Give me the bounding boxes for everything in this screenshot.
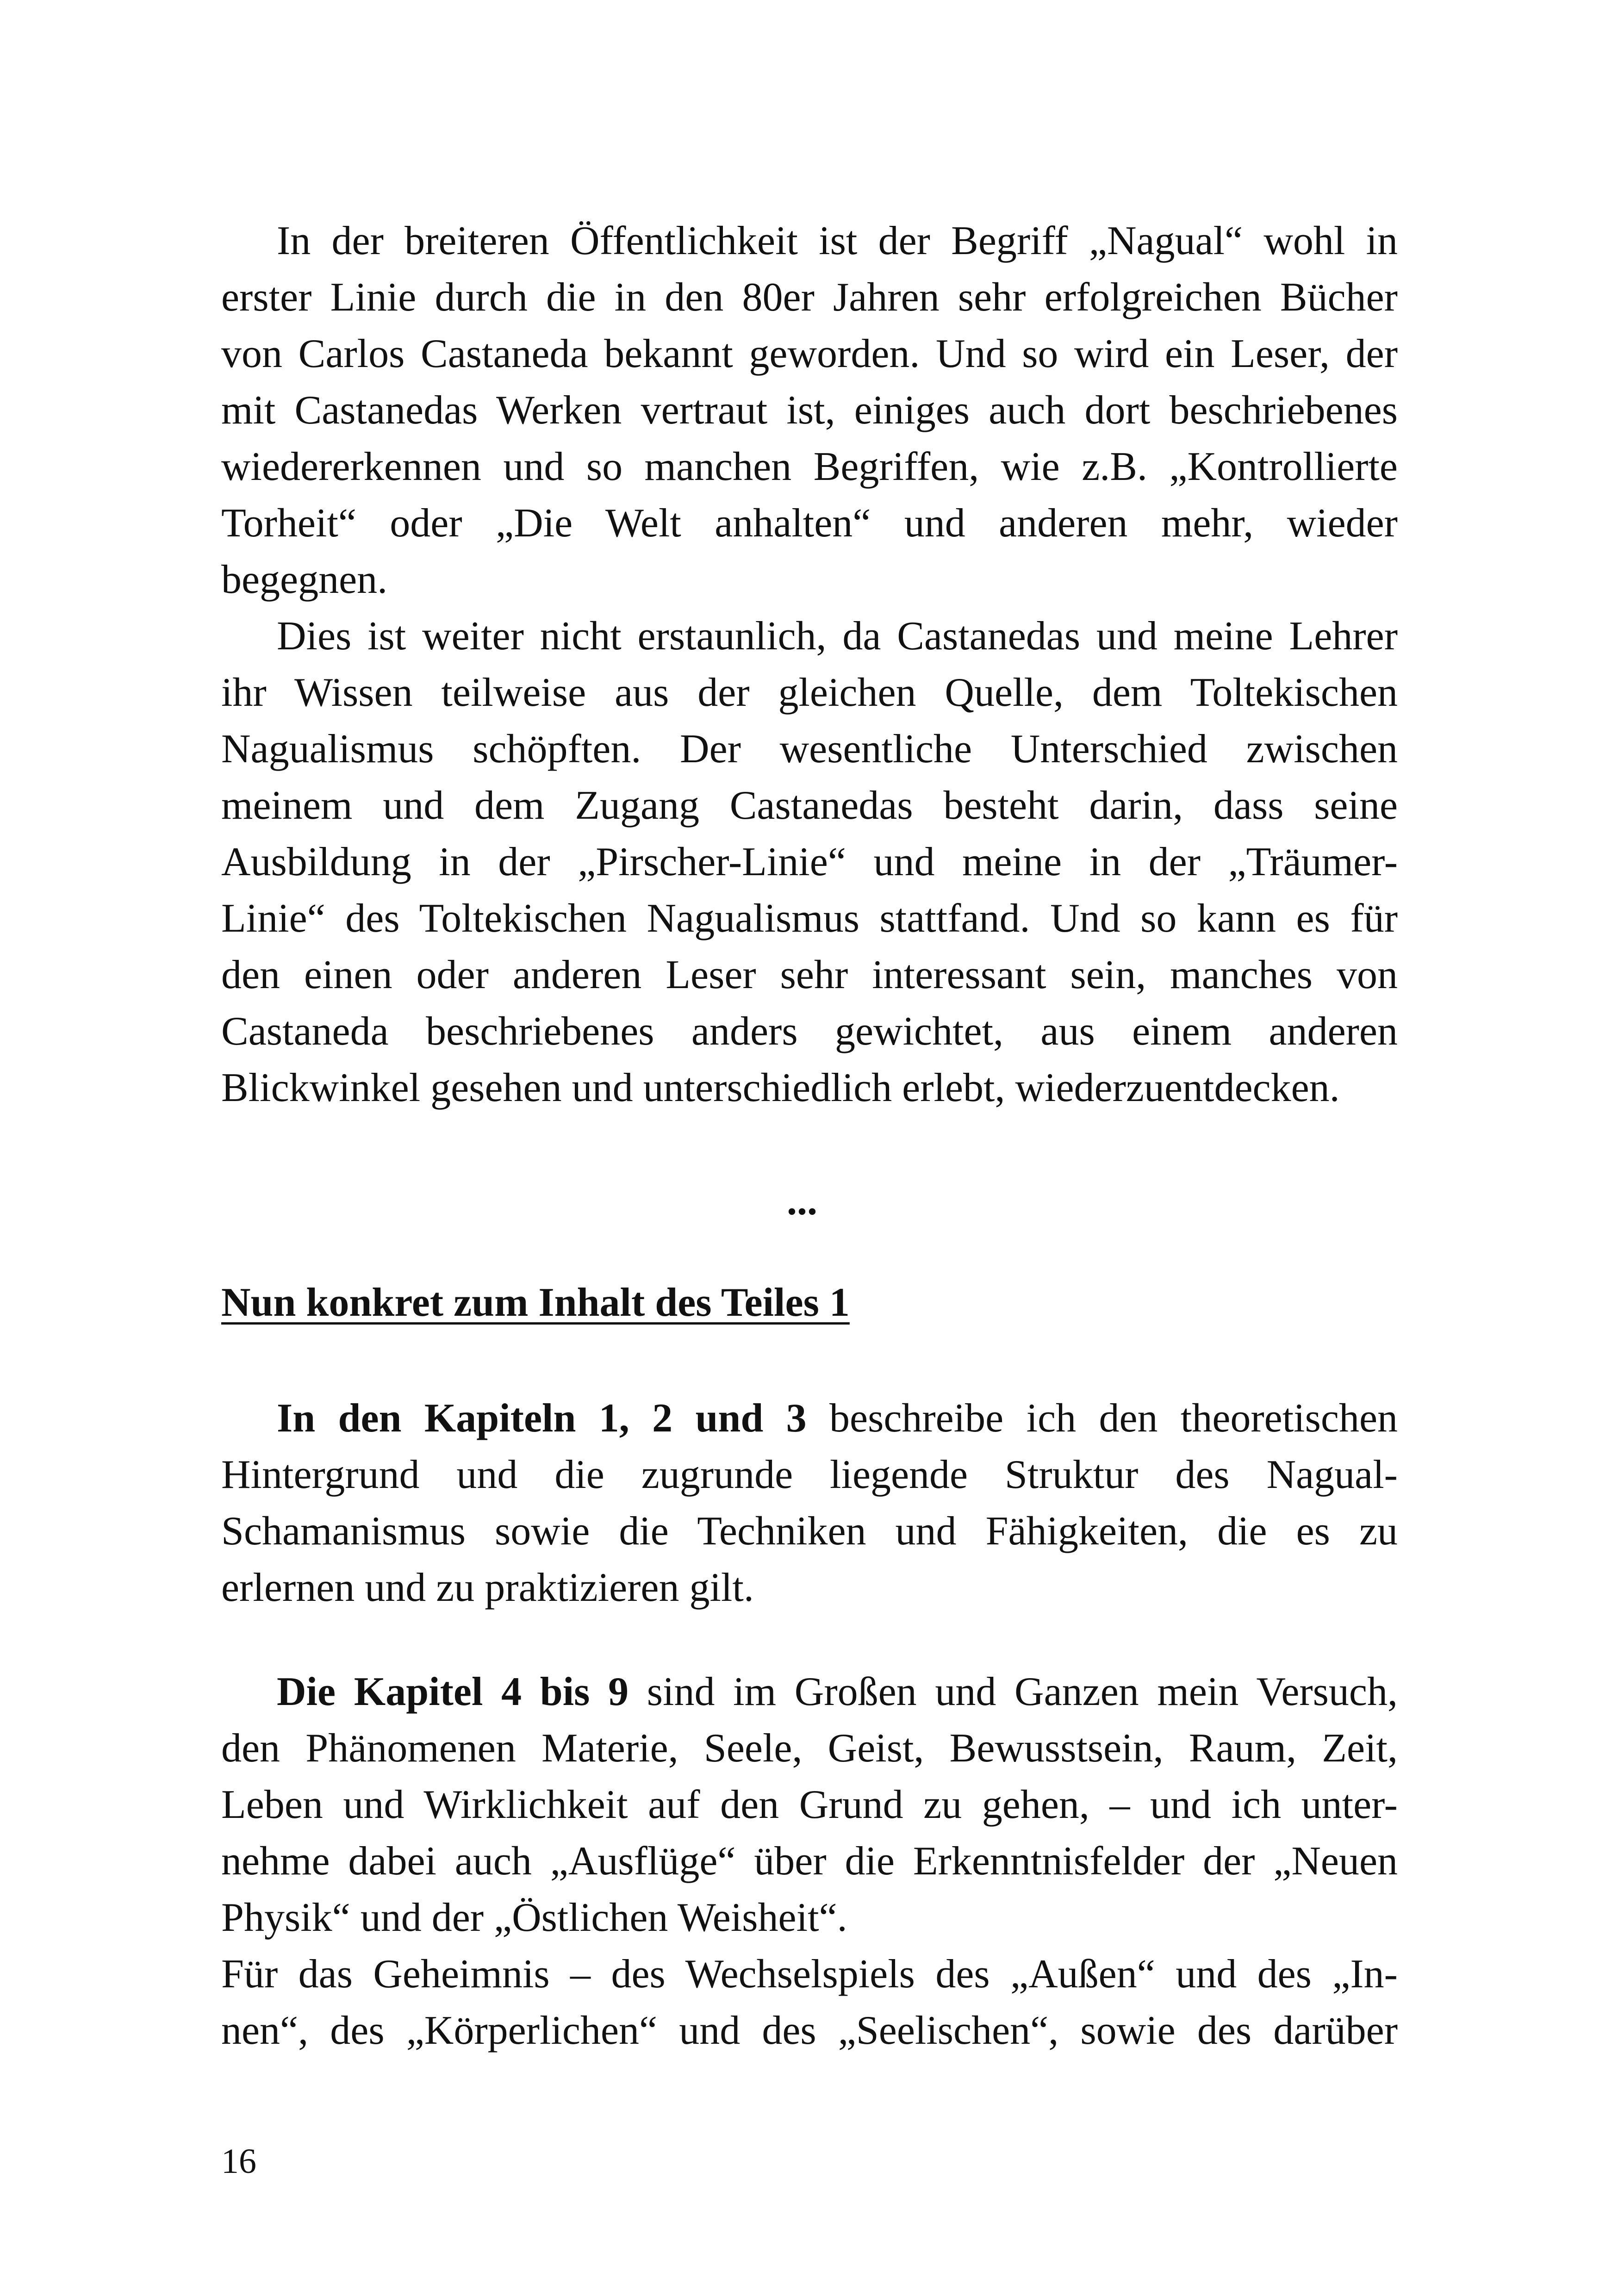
text-line: mit Castanedas Werken vertraut ist, einiges auch dort beschriebenes bbox=[221, 388, 1398, 433]
text-line: Dies ist weiter nicht erstaunlich, da Castanedas und meine Lehrer bbox=[277, 614, 1398, 659]
section-heading: Nun konkret zum Inhalt des Teiles 1 bbox=[221, 1280, 850, 1325]
text-line: ihr Wissen teilweise aus der gleichen Quelle, dem Toltekischen bbox=[221, 670, 1398, 715]
text-line: Linie“ des Toltekischen Nagualismus stattfand. Und so kann es für bbox=[221, 896, 1398, 941]
text-line: wiedererkennen und so manchen Begriffen, wie z.B. „Kontrollierte bbox=[221, 444, 1398, 489]
text-line: erster Linie durch die in den 80er Jahren sehr erfolgreichen Bücher bbox=[221, 275, 1398, 320]
text-line: begegnen. bbox=[221, 557, 388, 602]
text-line: Für das Geheimnis – des Wechselspiels des „Außen“ und des „In- bbox=[221, 1952, 1398, 1997]
text-line: Ausbildung in der „Pirscher-Linie“ und meine in der „Träumer- bbox=[221, 840, 1398, 884]
text-line bbox=[221, 1390, 1398, 1447]
text-line: erlernen und zu praktizieren gilt. bbox=[221, 1565, 754, 1610]
paragraph-castaneda-comparison bbox=[221, 608, 1398, 1116]
text-line: Physik“ und der „Östlichen Weisheit“. bbox=[221, 1895, 847, 1940]
text-line: Torheit“ oder „Die Welt anhalten“ und anderen mehr, wieder bbox=[221, 501, 1398, 546]
section-separator: ... bbox=[787, 1179, 817, 1224]
page-number: 16 bbox=[221, 2142, 256, 2181]
paragraph-chapters-1-3 bbox=[221, 1390, 1398, 1616]
text-line: Nagualismus schöpften. Der wesentliche Unterschied zwischen bbox=[221, 727, 1398, 772]
text-line: den Phänomenen Materie, Seele, Geist, Bewusstsein, Raum, Zeit, bbox=[221, 1726, 1398, 1771]
paragraph-chapters-4-9 bbox=[221, 1664, 1398, 2059]
bold-lead: In den Kapiteln 1, 2 und 3 bbox=[277, 1396, 807, 1441]
text-line: meinem und dem Zugang Castanedas besteht darin, dass seine bbox=[221, 783, 1398, 828]
text-line: nen“, des „Körperlichen“ und des „Seelischen“, sowie des darüber bbox=[221, 2008, 1398, 2053]
text-line: Castaneda beschriebenes anders gewichtet, aus einem anderen bbox=[221, 1009, 1398, 1054]
text-line bbox=[221, 1664, 1398, 1720]
text-run: beschreibe ich den theoretischen bbox=[806, 1396, 1398, 1441]
body-text-top bbox=[221, 213, 1398, 1116]
paragraph-nagual-intro bbox=[221, 213, 1398, 608]
text-line: den einen oder anderen Leser sehr interessant sein, manches von bbox=[221, 952, 1398, 997]
text-run: sind im Großen und Ganzen mein Versuch, bbox=[629, 1669, 1398, 1714]
text-line: Schamanismus sowie die Techniken und Fähigkeiten, die es zu bbox=[221, 1509, 1398, 1554]
text-line: nehme dabei auch „Ausflüge“ über die Erkenntnisfelder der „Neuen bbox=[221, 1839, 1398, 1884]
bold-lead: Die Kapitel 4 bis 9 bbox=[277, 1669, 629, 1714]
text-line: Blickwinkel gesehen und unterschiedlich erlebt, wiederzuentdecken. bbox=[221, 1065, 1340, 1110]
text-line: Leben und Wirklichkeit auf den Grund zu gehen, – und ich unter- bbox=[221, 1782, 1398, 1827]
text-line: von Carlos Castaneda bekannt geworden. Und so wird ein Leser, der bbox=[221, 331, 1398, 376]
text-line: Hintergrund und die zugrunde liegende Struktur des Nagual- bbox=[221, 1452, 1398, 1497]
text-line: In der breiteren Öffentlichkeit ist der Begriff „Nagual“ wohl in bbox=[277, 218, 1398, 263]
